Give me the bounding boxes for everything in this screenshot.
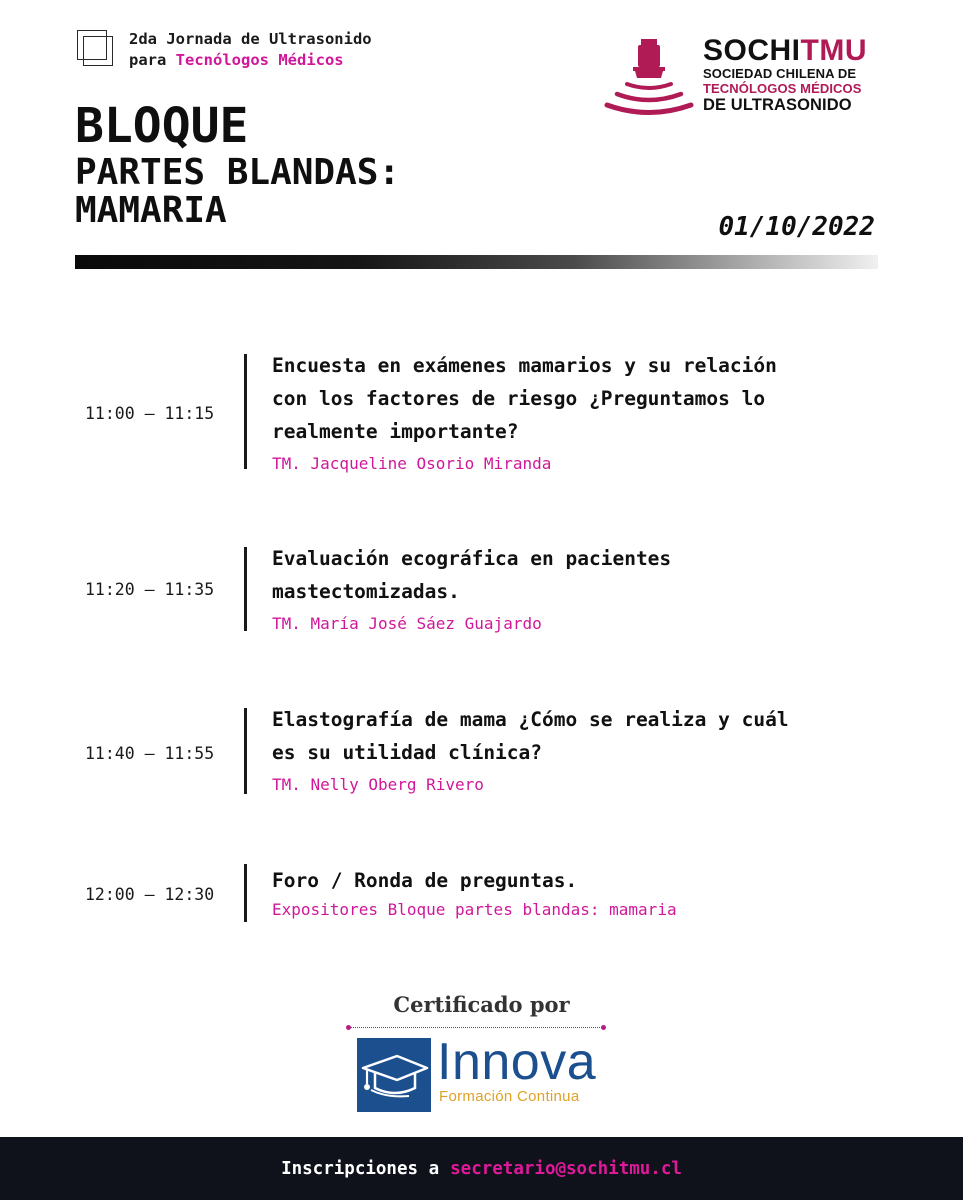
logo-title: SOCHITMU: [703, 34, 867, 67]
event-line-1: 2da Jornada de Ultrasonido: [129, 30, 372, 48]
title-sub-2: MAMARIA: [75, 190, 227, 231]
ultrasound-probe-icon: [603, 36, 695, 118]
session-content: [272, 349, 852, 475]
session-speaker: TM. Nelly Oberg Rivero: [272, 775, 484, 794]
session-content: [272, 542, 852, 635]
event-header: [75, 28, 372, 71]
event-line-2: para Tecnólogos Médicos: [129, 51, 344, 69]
logo-wordmark: [703, 36, 867, 114]
certification: [0, 992, 963, 1017]
session-time: 12:00 – 12:30: [85, 885, 215, 904]
session-time: 11:40 – 11:55: [85, 744, 215, 763]
logo-line-1: SOCIEDAD CHILENA DE: [703, 66, 857, 81]
session-title: Evaluación ecográfica en pacientes mastectomizadas.: [272, 547, 672, 603]
title-main: BLOQUE: [75, 98, 249, 154]
footer-text: Inscripciones a: [281, 1158, 440, 1179]
event-name: [129, 28, 372, 71]
event-date: 01/10/2022: [718, 212, 875, 242]
session-divider: [244, 547, 247, 631]
dotted-divider: [348, 1027, 604, 1028]
session-speaker: Expositores Bloque partes blandas: mamaria: [272, 900, 677, 919]
event-highlight: Tecnólogos Médicos: [175, 51, 344, 69]
session-divider: [244, 864, 247, 922]
graduation-cap-icon: [357, 1038, 431, 1112]
certification-label: Certificado por: [393, 992, 570, 1017]
contact-email-link[interactable]: secretario@sochitmu.cl: [450, 1158, 682, 1179]
gradient-divider: [75, 255, 878, 269]
innova-logo: [357, 1033, 617, 1114]
overlapping-squares-icon: [75, 28, 115, 68]
session-divider: [244, 708, 247, 794]
session-time: 11:20 – 11:35: [85, 580, 215, 599]
title-sub-1: PARTES BLANDAS:: [75, 152, 401, 193]
session-title: Encuesta en exámenes mamarios y su relación con los factores de riesgo ¿Preguntamos lo realmente importante?: [272, 354, 777, 443]
session-title: Elastografía de mama ¿Cómo se realiza y cuál es su utilidad clínica?: [272, 708, 789, 764]
footer-bar: [0, 1137, 963, 1200]
innova-name: Innova: [437, 1033, 597, 1091]
session-time: 11:00 – 11:15: [85, 404, 215, 423]
logo-line-3: DE ULTRASONIDO: [703, 96, 852, 114]
session-content: [272, 703, 852, 796]
session-speaker: TM. María José Sáez Guajardo: [272, 614, 542, 633]
session-content: [272, 864, 852, 921]
session-title: Foro / Ronda de preguntas.: [272, 869, 578, 892]
session-divider: [244, 354, 247, 469]
logo-line-2: TECNÓLOGOS MÉDICOS: [703, 81, 862, 96]
block-title: [75, 98, 400, 230]
sochitmu-logo: [603, 36, 883, 118]
innova-tagline: Formación Continua: [439, 1088, 580, 1105]
session-speaker: TM. Jacqueline Osorio Miranda: [272, 454, 552, 473]
